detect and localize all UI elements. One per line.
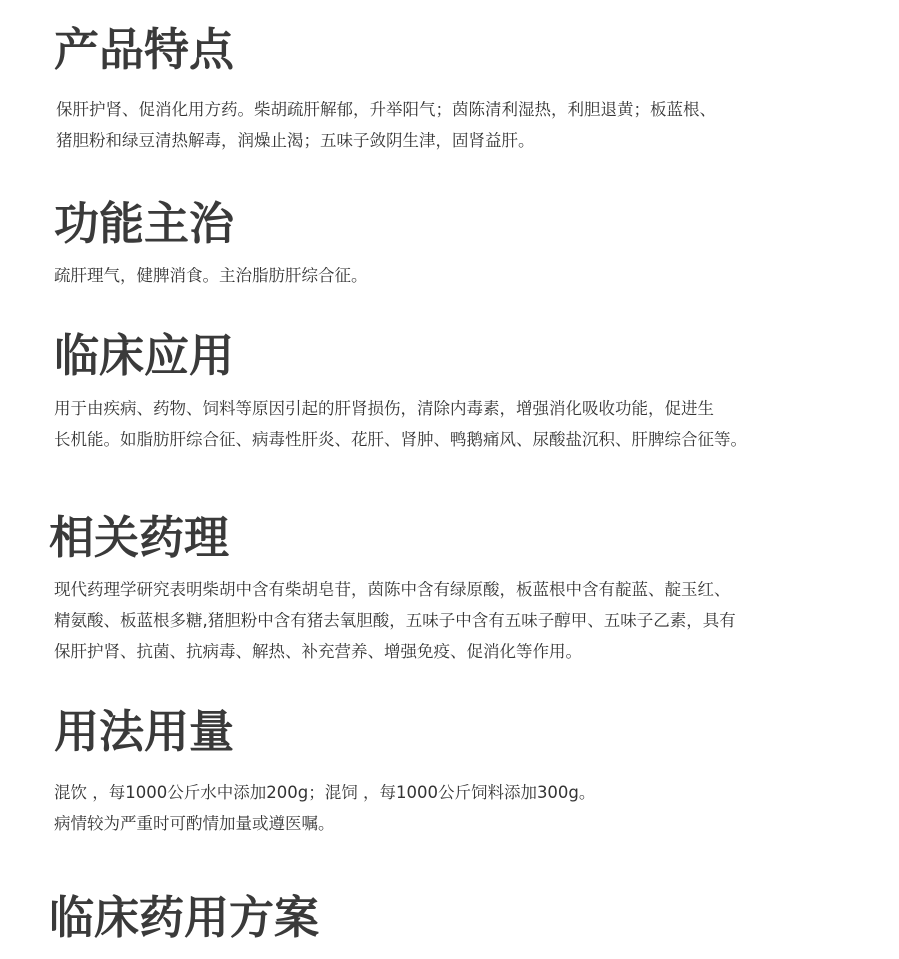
paragraph-clinical-application [54,393,747,455]
text-line: 疏肝理气，健脾消食。主治脂肪肝综合征。 [54,266,368,285]
heading-dosage: 用法用量 [54,705,235,758]
heading-pharmacology: 相关药理 [49,511,230,564]
text-line: 长机能。如脂肪肝综合征、病毒性肝炎、花肝、肾肿、鸭鹅痛风、尿酸盐沉积、肝脾综合征等。 [54,430,747,449]
text-line: 混饮 ，每1000公斤水中添加200g；混饲 ，每1000公斤饲料添加300g。 [54,783,596,802]
heading-clinical-regimen: 临床药用方案 [49,891,320,944]
heading-functions: 功能主治 [54,197,235,250]
paragraph-product-features [56,94,716,156]
text-line: 现代药理学研究表明柴胡中含有柴胡皂苷，茵陈中含有绿原酸，板蓝根中含有靛蓝、靛玉红、 [54,580,731,599]
text-line: 保肝护肾、抗菌、抗病毒、解热、补充营养、增强免疫、促消化等作用。 [54,642,582,661]
paragraph-functions [54,260,368,291]
text-line: 精氨酸、板蓝根多糖,猪胆粉中含有猪去氧胆酸，五味子中含有五味子醇甲、五味子乙素，具有 [54,611,736,630]
paragraph-pharmacology [54,574,736,667]
heading-product-features: 产品特点 [54,23,235,76]
text-line: 病情较为严重时可酌情加量或遵医嘱。 [54,814,335,833]
text-line: 用于由疾病、药物、饲料等原因引起的肝肾损伤，清除内毒素，增强消化吸收功能，促进生 [54,399,714,418]
text-line: 保肝护肾、促消化用方药。柴胡疏肝解郁，升举阳气；茵陈清利湿热，利胆退黄；板蓝根、 [56,100,716,119]
paragraph-dosage [54,777,595,839]
text-line: 猪胆粉和绿豆清热解毒，润燥止渴；五味子敛阴生津，固肾益肝。 [56,131,535,150]
heading-clinical-application: 临床应用 [54,329,235,382]
